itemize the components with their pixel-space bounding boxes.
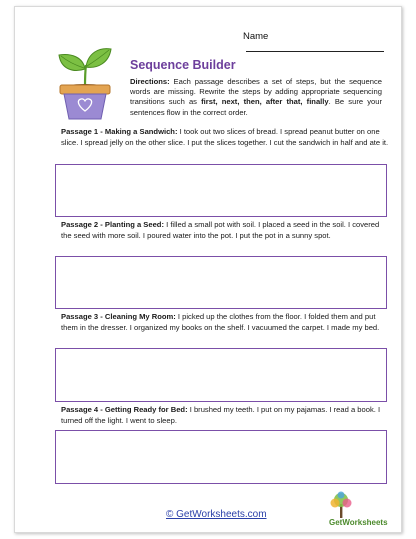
- name-field: [243, 31, 401, 55]
- passage-4-title: Passage 4 - Getting Ready for Bed:: [61, 405, 188, 414]
- passage-1-answer-box[interactable]: [55, 164, 387, 217]
- directions-body-a: Each passage describes a set of steps, but the sequence words are missing. Rewrite the steps by adding appropriate sequencing transitions such as: [130, 77, 382, 107]
- sprout-in-pot-icon: [55, 43, 115, 123]
- passage-3-text: I picked up the clothes from the floor. I folded them and put them in the dresser. I organized my books on the shelf. I vacuumed the carpet. I made my bed.: [61, 312, 380, 332]
- passage-2-title: Passage 2 - Planting a Seed:: [61, 220, 164, 229]
- passage-1: [61, 127, 389, 148]
- passage-3: [61, 312, 389, 333]
- directions-body-b: . Be sure your sentences flow in the correct order.: [130, 97, 382, 117]
- passage-3-answer-box[interactable]: [55, 348, 387, 402]
- passage-3-title: Passage 3 - Cleaning My Room:: [61, 312, 176, 321]
- passage-4-answer-box[interactable]: [55, 430, 387, 484]
- logo-text: GetWorksheets: [329, 518, 388, 527]
- worksheet-title: Sequence Builder: [130, 58, 236, 72]
- passage-1-text: I took out two slices of bread. I spread peanut butter on one slice. I spread jelly on the other slice. I put the slices together. I cut the sandwich in half and ate it.: [61, 127, 389, 147]
- passage-4: [61, 405, 389, 426]
- directions-label: Directions:: [130, 77, 170, 86]
- footer-link[interactable]: © GetWorksheets.com: [166, 509, 267, 520]
- directions-text: [130, 77, 382, 118]
- passage-1-title: Passage 1 - Making a Sandwich:: [61, 127, 178, 136]
- passage-2-text: I filled a small pot with soil. I placed a seed in the soil. I covered the seed with more soil. I poured water into the pot. I put the pot in a sunny spot.: [61, 220, 380, 240]
- directions-bold-words: first, next, then, after that, finally: [201, 97, 329, 107]
- passage-4-text: I brushed my teeth. I put on my pajamas. I read a book. I turned off the light. I went to sleep.: [61, 405, 381, 425]
- passage-2: [61, 220, 389, 241]
- name-label: Name: [243, 31, 269, 42]
- name-blank[interactable]: [246, 42, 384, 52]
- passage-2-answer-box[interactable]: [55, 256, 387, 309]
- worksheet-page: [14, 6, 402, 533]
